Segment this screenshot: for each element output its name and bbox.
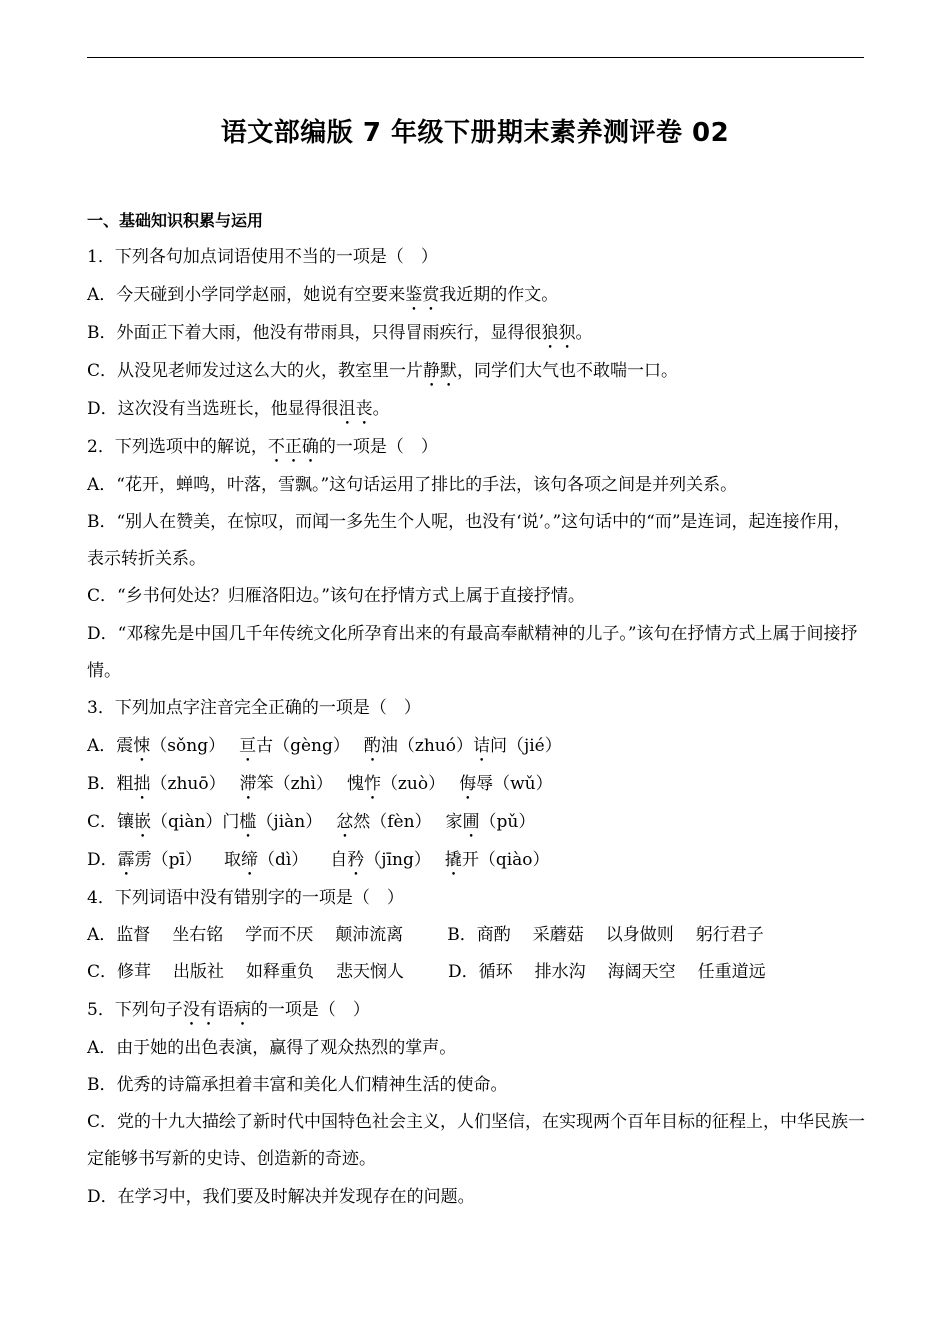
q5-option-b: B．优秀的诗篇承担着丰富和美化人们精神生活的使命。 <box>87 1074 508 1095</box>
option-text: B．外面正下着大雨，他没有带雨具，只得冒雨疾行，显得很 <box>87 322 542 343</box>
q1-option-a <box>87 277 865 315</box>
dotted-char: 圃 <box>462 811 480 832</box>
word-item: 采蘑菇 <box>532 924 584 945</box>
dotted-char: 拙 <box>133 773 151 794</box>
item-text: A．震 <box>87 735 134 756</box>
item-text: D． <box>87 849 118 870</box>
word-item: 悲天悯人 <box>336 962 405 983</box>
q3-option-d <box>87 842 865 880</box>
word-item: B．商酌 <box>447 924 511 945</box>
item-text: （sǒng） <box>150 735 226 756</box>
q4-stem: 4．下列词语中没有错别字的一项是（ ） <box>87 887 404 908</box>
word-item: 海阔天空 <box>607 962 676 983</box>
q2-option-a: A．“花开，蝉鸣，叶落，雪飘。”这句话运用了排比的手法，该句各项之间是并列关系。 <box>87 474 738 495</box>
q4-options-cd <box>87 954 865 991</box>
q2-stem <box>87 429 865 467</box>
option-text: D．这次没有当选班长，他显得很 <box>87 398 339 419</box>
dotted-word: 狼狈 <box>541 322 576 343</box>
item-text: （zuò） <box>380 773 446 794</box>
pinyin-item <box>224 850 308 870</box>
dotted-char: 滞 <box>239 773 257 794</box>
exam-content <box>87 202 865 1216</box>
dotted-word: 静默 <box>423 360 458 381</box>
item-text: （pǔ） <box>479 811 536 832</box>
dotted-char: 槛 <box>239 811 257 832</box>
q4-options-ab <box>87 917 865 954</box>
q1-option-c <box>87 353 865 391</box>
pinyin-item <box>87 812 222 832</box>
stem-text: 的一项是（ ） <box>318 436 438 457</box>
q1-option-d <box>87 391 865 429</box>
section-heading: 一、基础知识积累与运用 <box>87 211 264 230</box>
item-text: 笨（zhì） <box>256 773 333 794</box>
stem-text: 5．下列句子 <box>87 999 183 1020</box>
word-item: 学而不厌 <box>245 924 314 945</box>
pinyin-item <box>239 736 350 756</box>
q1-option-b <box>87 315 865 353</box>
word-item: 出版社 <box>173 962 225 983</box>
dotted-word: 鉴赏 <box>405 284 440 305</box>
pinyin-item <box>87 736 225 756</box>
word-item: 以身做则 <box>605 924 674 945</box>
page-title: 语文部编版 7 年级下册期末素养测评卷 02 <box>220 118 730 148</box>
option-text: ，同学们大气也不敢喘一口。 <box>457 360 679 381</box>
q1-stem: 1．下列各句加点词语使用不当的一项是（ ） <box>87 247 438 268</box>
pinyin-item <box>240 774 333 794</box>
dotted-char: 嵌 <box>134 811 152 832</box>
q5-stem <box>87 992 865 1030</box>
q5-option-d: D．在学习中，我们要及时解决并发现存在的问题。 <box>87 1186 475 1207</box>
dotted-char: 缔 <box>240 849 258 870</box>
q5-option-a: A．由于她的出色表演，赢得了观众热烈的掌声。 <box>87 1037 457 1058</box>
option-text: C．从没见老师发过这么大的火，教室里一片 <box>87 360 424 381</box>
option-text: A．今天碰到小学同学赵丽，她说有空要来 <box>87 284 406 305</box>
q2-option-b: B．“别人在赞美，在惊叹，而闻一多先生个人呢，也没有‘说’。”这句话中的“而”是连词，起连接作用，表示转折关系。 <box>87 511 851 570</box>
pinyin-item <box>473 736 562 756</box>
item-text: 自 <box>330 849 348 870</box>
dotted-char: 酌 <box>363 735 381 756</box>
q3-stem: 3．下列加点字注音完全正确的一项是（ ） <box>87 698 421 719</box>
q2-option-c: C．“乡书何处达？归雁洛阳边。”该句在抒情方式上属于直接抒情。 <box>87 586 585 607</box>
item-text: 问（jié） <box>489 735 562 756</box>
item-text: （jiàn） <box>256 811 323 832</box>
pinyin-item <box>87 850 202 870</box>
pinyin-item <box>459 774 553 794</box>
word-item: 坐右铭 <box>172 924 224 945</box>
item-text: 然（fèn） <box>353 811 432 832</box>
word-item: 躬行君子 <box>695 924 764 945</box>
stem-text: 语 <box>216 999 234 1020</box>
dotted-word: 沮丧 <box>338 398 373 419</box>
item-text: 古（gèng） <box>256 735 350 756</box>
stem-text: 的一项是（ ） <box>250 999 370 1020</box>
q3-option-b <box>87 766 865 804</box>
item-text: 开（qiào） <box>461 849 550 870</box>
item-text: 油（zhuó） <box>380 735 473 756</box>
item-text: 门 <box>222 811 240 832</box>
item-text: B．粗 <box>87 773 134 794</box>
word-item: 排水沟 <box>534 962 586 983</box>
pinyin-item <box>445 850 550 870</box>
q5-option-c: C．党的十九大描绘了新时代中国特色社会主义，人们坚信，在实现两个百年目标的征程上，中华民族一定能够书写新的史诗、创造新的奇迹。 <box>87 1112 866 1170</box>
item-text: （zhuō） <box>150 773 226 794</box>
dotted-char: 撬 <box>444 849 462 870</box>
item-text: 雳（pī） <box>134 849 202 870</box>
item-text: （qiàn） <box>151 811 223 832</box>
item-text: 家 <box>445 811 463 832</box>
item-text: C．镶 <box>87 811 135 832</box>
pinyin-item <box>446 812 536 832</box>
dotted-char: 矜 <box>347 849 365 870</box>
word-item: 颠沛流离 <box>335 924 404 945</box>
option-text: 。 <box>372 398 390 419</box>
dotted-word: 病 <box>233 999 251 1020</box>
pinyin-item <box>347 774 445 794</box>
q2-option-d: D．“邓稼先是中国几千年传统文化所孕育出来的有最高奉献精神的儿子。”该句在抒情方式上属于间接抒情。 <box>87 623 858 682</box>
dotted-char: 侮 <box>459 773 477 794</box>
item-text: （dì） <box>257 849 309 870</box>
word-item: 如释重负 <box>246 962 315 983</box>
word-item: D．循环 <box>448 962 513 983</box>
pinyin-item <box>364 736 473 756</box>
q3-option-c <box>87 804 865 842</box>
word-item: A．监督 <box>87 924 151 945</box>
stem-text: 2．下列选项中的解说， <box>87 436 268 457</box>
item-text: （jīng） <box>364 849 431 870</box>
pinyin-item <box>87 774 226 794</box>
dotted-word: 不正确 <box>267 436 319 457</box>
option-text: 。 <box>575 322 593 343</box>
dotted-char: 亘 <box>239 735 257 756</box>
dotted-char: 霹 <box>117 849 135 870</box>
q3-option-a <box>87 728 865 766</box>
item-text: 愧 <box>346 773 364 794</box>
dotted-word: 没有 <box>182 999 217 1020</box>
dotted-char: 怍 <box>363 773 381 794</box>
word-item: C．修茸 <box>87 962 152 983</box>
dotted-char: 悚 <box>133 735 151 756</box>
header-rule <box>87 57 864 58</box>
dotted-char: 忿 <box>336 811 354 832</box>
word-item: 任重道远 <box>697 962 766 983</box>
pinyin-item <box>336 812 431 832</box>
pinyin-item <box>222 812 322 832</box>
pinyin-item <box>330 850 431 870</box>
option-text: 我近期的作文。 <box>439 284 559 305</box>
item-text: 辱（wǔ） <box>476 773 553 794</box>
item-text: 取 <box>223 849 241 870</box>
dotted-char: 诘 <box>472 735 490 756</box>
